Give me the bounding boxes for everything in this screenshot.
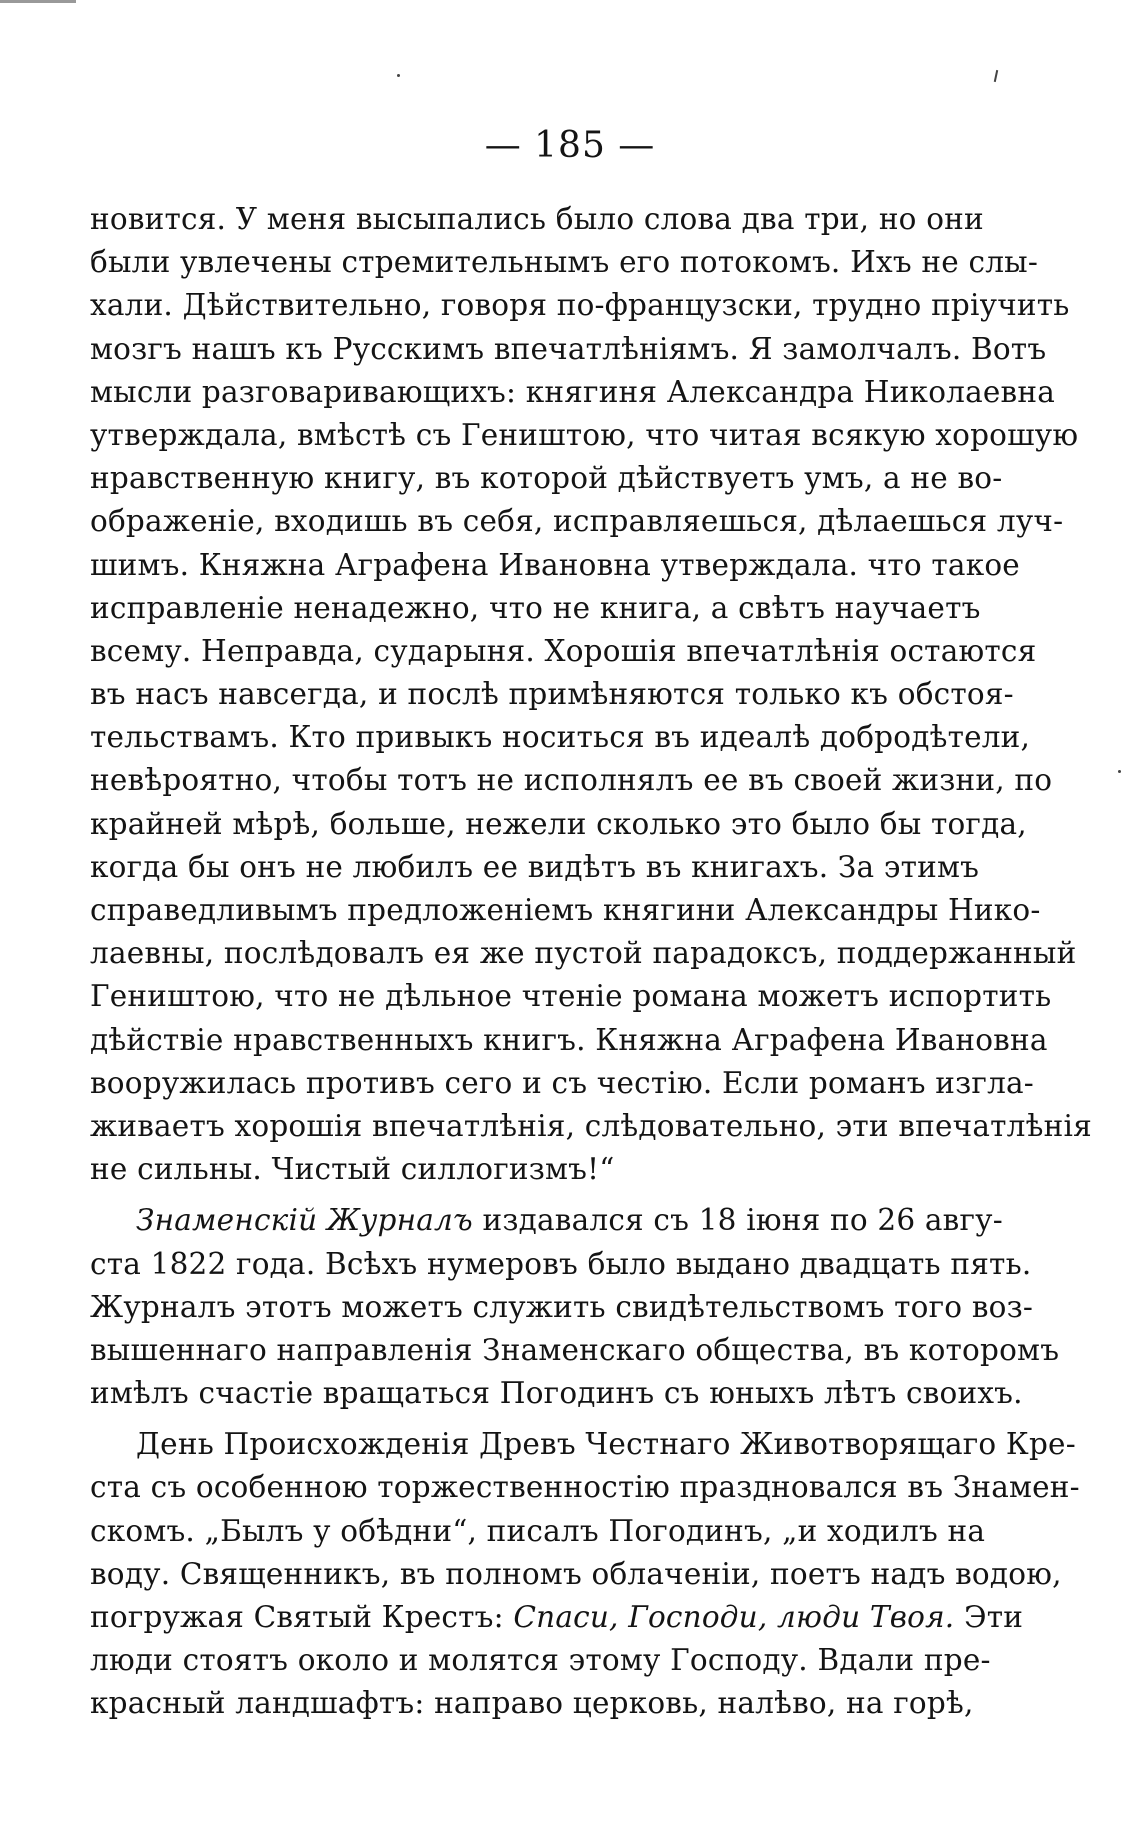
text-line <box>90 1596 1024 1639</box>
paragraph <box>90 198 1092 1191</box>
text-line: невѣроятно, чтобы тотъ не исполнялъ ее въ своей жизни, по <box>90 763 1053 798</box>
text-line: въ насъ навсегда, и послѣ примѣняются только къ обстоя- <box>90 677 1014 712</box>
scan-speck <box>994 70 998 82</box>
text-line: Журналъ этотъ можетъ служить свидѣтельствомъ того воз- <box>90 1289 1034 1324</box>
page-number: — 185 — <box>484 125 656 166</box>
scan-speck <box>1118 770 1121 773</box>
text-line: День Происхожденія Древъ Честнаго Животворящаго Кре- <box>136 1427 1076 1462</box>
text-fragment: издавался съ 18 іюня по 26 авгу- <box>472 1203 1003 1238</box>
text-line: когда бы онъ не любилъ ее видѣтъ въ книгахъ. За этимъ <box>90 849 980 884</box>
text-line: живаетъ хорошія впечатлѣнія, слѣдовательно, эти впечатлѣнія <box>90 1108 1092 1143</box>
text-line: ображеніе, входишь въ себя, исправляешься, дѣлаешься луч- <box>90 504 1064 539</box>
text-line: нравственную книгу, въ которой дѣйствуетъ умъ, а не во- <box>90 461 1003 496</box>
text-line: дѣйствіе нравственныхъ книгъ. Княжна Аграфена Ивановна <box>90 1022 1048 1057</box>
prayer-quote: Спаси, Господи, люди Твоя. <box>513 1600 955 1634</box>
page-body <box>90 198 1092 1726</box>
text-line: люди стоятъ около и молятся этому Господу. Вдали пре- <box>90 1643 991 1678</box>
text-line: мозгъ нашъ къ Русскимъ впечатлѣніямъ. Я замолчалъ. Вотъ <box>90 331 1047 366</box>
text-line: лаевны, послѣдовалъ ея же пустой парадоксъ, поддержанный <box>90 936 1077 971</box>
text-line: тельствамъ. Кто привыкъ носиться въ идеалѣ добродѣтели, <box>90 720 1031 755</box>
text-line: Геништою, что не дѣльное чтеніе романа можетъ испортить <box>90 979 1052 1014</box>
text-line: хали. Дѣйствительно, говоря по-французски, трудно пріучить <box>90 288 1070 323</box>
text-fragment: Эти <box>954 1600 1024 1634</box>
text-line: вооружилась противъ сего и съ честію. Если романъ изгла- <box>90 1065 1034 1100</box>
text-line: красный ландшафтъ: направо церковь, налѣво, на горѣ, <box>90 1686 974 1721</box>
text-line: шимъ. Княжна Аграфена Ивановна утверждала. что такое <box>90 547 1020 582</box>
text-line: были увлечены стремительнымъ его потокомъ. Ихъ не слы- <box>90 245 1039 280</box>
paragraph <box>90 1199 1060 1415</box>
text-line: имѣлъ счастіе вращаться Погодинъ съ юныхъ лѣтъ своихъ. <box>90 1376 1023 1411</box>
text-line: новится. У меня высыпались было слова два три, но они <box>90 202 984 236</box>
text-line: воду. Священникъ, въ полномъ облаченіи, поетъ надъ водою, <box>90 1556 1062 1591</box>
scan-speck <box>397 74 400 77</box>
text-line: вышеннаго направленія Знаменскаго общества, въ которомъ <box>90 1332 1060 1367</box>
text-line: исправленіе ненадежно, что не книга, а свѣтъ научаетъ <box>90 590 981 625</box>
text-line: не сильны. Чистый силлогизмъ!“ <box>90 1152 615 1187</box>
text-line: ста 1822 года. Всѣхъ нумеровъ было выдано двадцать пять. <box>90 1246 1032 1281</box>
text-line: крайней мѣрѣ, больше, нежели сколько это было бы тогда, <box>90 806 1027 841</box>
text-line: ста съ особенною торжественностію праздновался въ Знамен- <box>90 1470 1080 1505</box>
text-line: справедливымъ предложеніемъ княгини Александры Нико- <box>90 893 1041 927</box>
journal-title: Знаменскій Журналъ <box>136 1203 473 1238</box>
text-line: утверждала, вмѣстѣ съ Геништою, что читая всякую хорошую <box>90 417 1079 452</box>
text-fragment: погружая Святый Крестъ: <box>90 1600 514 1634</box>
text-line: всему. Неправда, сударыня. Хорошія впечатлѣнія остаются <box>90 633 1037 668</box>
paragraph <box>90 1423 1080 1725</box>
text-line: мысли разговаривающихъ: княгиня Александра Николаевна <box>90 374 1055 409</box>
scan-mark <box>0 0 76 3</box>
text-line: скомъ. „Былъ у обѣдни“, писалъ Погодинъ, „и ходилъ на <box>90 1513 986 1548</box>
text-line <box>90 1199 1003 1242</box>
